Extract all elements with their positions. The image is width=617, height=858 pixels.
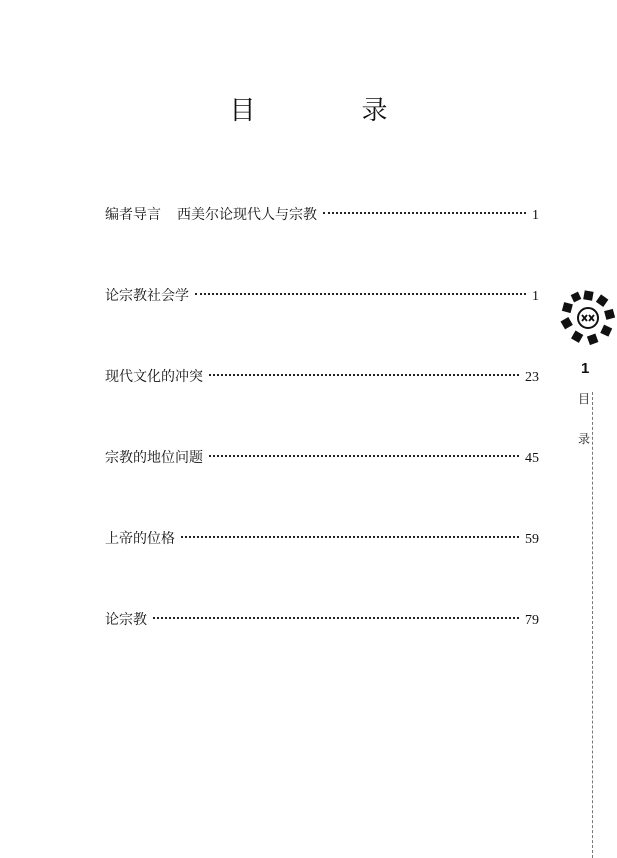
toc-leader-dots	[153, 617, 519, 619]
toc-entry-title: 论宗教	[105, 612, 147, 628]
toc-entry-title: 论宗教社会学	[105, 288, 189, 304]
side-label-bottom: 录	[578, 432, 591, 446]
toc-entry-prefix: 编者导言	[105, 207, 161, 223]
toc-entry-page: 1	[532, 208, 539, 223]
page-title: 目 录	[229, 96, 428, 126]
toc-leader-dots	[209, 455, 519, 457]
toc-entry[interactable]	[105, 447, 539, 469]
toc-entry-title: 宗教的地位问题	[105, 450, 203, 466]
toc-entry[interactable]	[105, 528, 539, 550]
toc-entry[interactable]	[105, 285, 539, 307]
side-margin-rule	[592, 392, 593, 858]
toc-entry[interactable]	[105, 609, 539, 631]
toc-entry-title: 上帝的位格	[105, 531, 175, 547]
toc-entry-page: 23	[525, 370, 539, 385]
toc-entry[interactable]	[105, 366, 539, 388]
toc-leader-dots	[195, 293, 526, 295]
toc-entry-page: 1	[532, 289, 539, 304]
toc-entry-page: 59	[525, 532, 539, 547]
side-label-top: 目	[578, 392, 591, 406]
side-margin	[560, 290, 617, 858]
toc-entry-page: 79	[525, 613, 539, 628]
toc-entry-title: 现代文化的冲突	[105, 369, 203, 385]
series-logo-emblem-icon	[560, 290, 616, 346]
toc-leader-dots	[181, 536, 519, 538]
side-page-number: 1	[581, 360, 590, 377]
toc-leader-dots	[323, 212, 526, 214]
toc-entry-title: 西美尔论现代人与宗教	[177, 207, 317, 223]
toc-entry[interactable]	[105, 204, 539, 226]
toc-entry-page: 45	[525, 451, 539, 466]
toc-leader-dots	[209, 374, 519, 376]
